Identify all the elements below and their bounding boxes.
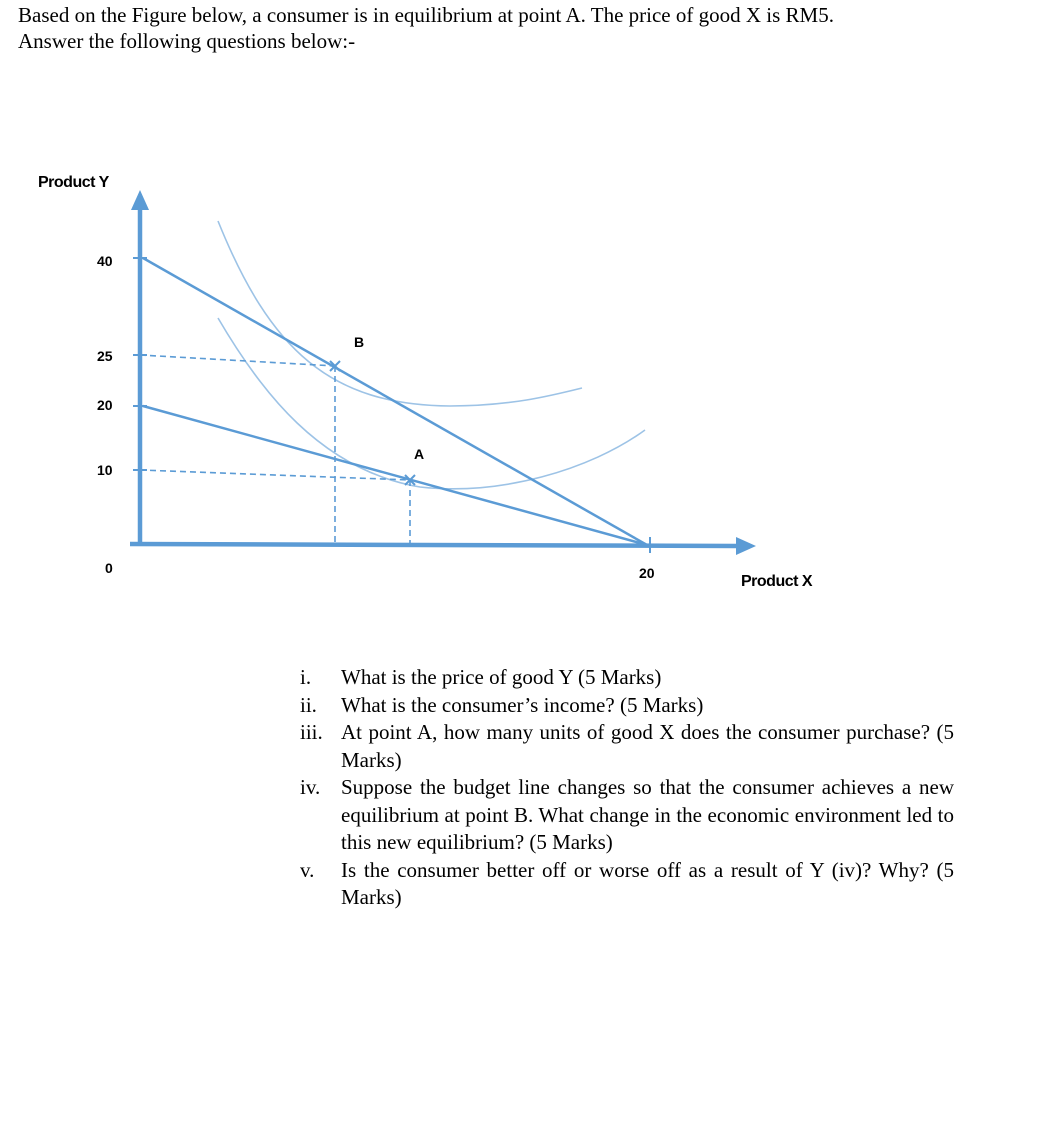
guide-line-b-horizontal — [140, 355, 335, 366]
x-tick-label-20: 20 — [639, 565, 655, 581]
intro-line-2: Answer the following questions below:- — [18, 29, 356, 53]
intro-line-1: Based on the Figure below, a consumer is in equilibrium at point A. The price of good X is RM5. — [18, 3, 834, 27]
y-tick-label-25: 25 — [97, 348, 113, 364]
y-tick-label-0: 0 — [105, 560, 113, 576]
indifference-curve-lower — [218, 318, 645, 489]
question-item — [300, 664, 954, 692]
budget-line-new — [143, 258, 647, 545]
question-item — [300, 692, 954, 720]
question-number: v. — [300, 857, 315, 882]
question-item — [300, 719, 954, 774]
indifference-curve-upper — [218, 221, 582, 406]
y-axis-label: Product Y — [38, 174, 109, 191]
question-text: What is the price of good Y (5 Marks) — [341, 665, 662, 689]
question-text: Is the consumer better off or worse off as a result of Y (iv)? Why? (5 Marks) — [341, 857, 954, 909]
y-tick-label-20: 20 — [97, 397, 113, 413]
y-tick-label-10: 10 — [97, 462, 113, 478]
question-number: i. — [300, 665, 312, 689]
question-list — [300, 664, 954, 912]
y-axis-arrow — [131, 190, 149, 210]
question-text: What is the consumer’s income? (5 Marks) — [341, 692, 704, 717]
budget-line-original — [143, 406, 647, 545]
x-axis — [130, 544, 738, 546]
question-item — [300, 774, 954, 857]
question-text: At point A, how many units of good X does the consumer purchase? (5 Marks) — [341, 720, 954, 772]
question-number: iii. — [300, 720, 323, 744]
question-item — [300, 857, 954, 912]
x-axis-arrow — [736, 537, 756, 555]
point-b-label: B — [354, 334, 365, 350]
question-number: iv. — [300, 775, 321, 799]
point-a-label: A — [414, 446, 425, 462]
question-text: Suppose the budget line changes so that the consumer achieves a new equilibrium at point B. What change in the economic environment led to this new equilibrium? (5 Marks) — [341, 775, 954, 854]
question-number: ii. — [300, 692, 317, 717]
y-tick-label-40: 40 — [97, 253, 113, 269]
x-axis-label: Product X — [741, 573, 813, 590]
